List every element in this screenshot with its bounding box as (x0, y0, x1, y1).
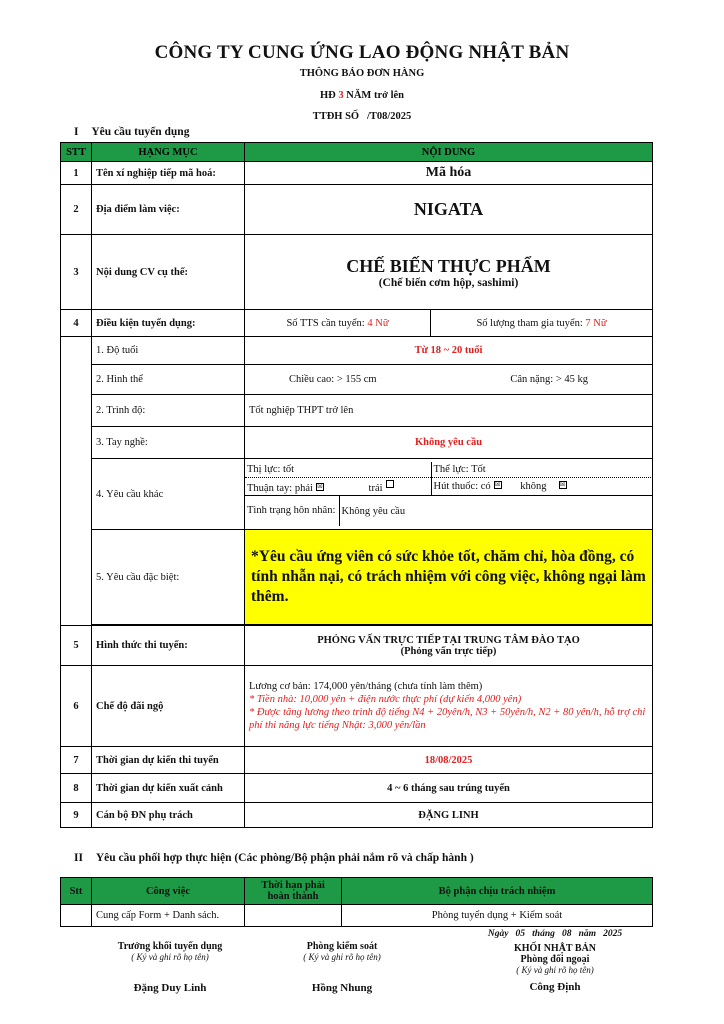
age-value: Từ 18 ~ 20 tuổi (245, 337, 653, 365)
raise-policy: * Được tăng lương theo trình độ tiếng N4 + 20yên/h, N3 + 50yên/h, N2 + 80 yên/h, hỗ trợ chi phí thi năng lực tiếng Nhật: 3,000 yên/lần (249, 707, 646, 731)
other-inner-table (245, 462, 653, 527)
handedness (245, 478, 431, 496)
coord-deadline (245, 905, 342, 927)
row-label: Địa điểm làm việc: (92, 185, 245, 235)
signature-subtitle: Phòng đối ngoại (520, 954, 590, 965)
smoke-no-checkbox-checked: ☒ (559, 482, 566, 489)
weight-value: Cân nặng: > 45 kg (510, 374, 588, 385)
participant-count (431, 310, 653, 337)
hand-left-label: trái (368, 482, 383, 494)
recruitment-table (60, 142, 653, 828)
table-row (61, 235, 653, 310)
base-salary: Lương cơ bản: 174,000 yên/tháng (chưa tính làm thêm) (249, 681, 483, 692)
housing-fee: * Tiền nhà: 10,000 yên + điện nước thực phí (dự kiến 4,000 yên) (249, 694, 522, 705)
tts-count-value: 4 Nữ (367, 317, 389, 329)
table-row (61, 459, 653, 530)
row-number: 5 (61, 626, 92, 666)
job-content (245, 235, 653, 310)
signature-note: ( Ký và ghi rõ họ tên) (303, 952, 381, 962)
tts-count-label: Số TTS cần tuyển: (286, 317, 365, 329)
row-number: 7 (61, 747, 92, 774)
row-number: 9 (61, 803, 92, 828)
signature-name: Đặng Duy Linh (133, 982, 207, 994)
vision-value: Thị lực: tốt (245, 462, 431, 478)
table-row (61, 310, 653, 337)
table-row (61, 626, 653, 666)
contract-prefix: HĐ (320, 90, 336, 101)
coord-header-dept: Bộ phận chịu trách nhiệm (342, 878, 653, 905)
row-number: 3 (61, 235, 92, 310)
table-row (61, 395, 653, 427)
contract-years: 3 (338, 90, 344, 101)
exam-format-title: PHỎNG VẤN TRỰC TIẾP TẠI TRUNG TÂM ĐÀO TẠO (317, 634, 580, 646)
coord-header-row (61, 878, 653, 905)
section-1-heading (74, 126, 189, 138)
fitness-value: Thể lực: Tốt (431, 462, 653, 478)
left-checkbox (386, 480, 394, 488)
row-label: Nội dung CV cụ thể: (92, 235, 245, 310)
company-code: Mã hóa (245, 162, 653, 185)
benefits (245, 666, 653, 747)
table-row (61, 365, 653, 395)
section-2-roman: II (74, 852, 83, 864)
exam-format (245, 626, 653, 666)
company-name: CÔNG TY CUNG ỨNG LAO ĐỘNG NHẬT BẢN (154, 42, 570, 63)
staff-in-charge: ĐẶNG LINH (245, 803, 653, 828)
table-row (61, 774, 653, 803)
coord-dept: Phòng tuyển dụng + Kiểm soát (342, 905, 653, 927)
other-label: 4. Yêu cầu khác (92, 459, 245, 530)
row-label: Tên xí nghiệp tiếp mã hoá: (92, 162, 245, 185)
row-label: Cán bộ ĐN phụ trách (92, 803, 245, 828)
departure-time: 4 ~ 6 tháng sau trúng tuyển (245, 774, 653, 803)
signature-title: Trưởng khối tuyển dụng (117, 941, 223, 952)
signature-note: ( Ký và ghi rõ họ tên) (516, 965, 594, 975)
age-label: 1. Độ tuổi (92, 337, 245, 365)
marital-row (245, 496, 653, 527)
signature-date: Ngày 05 tháng 08 năm 2025 (487, 929, 623, 939)
hand-right-label: Thuận tay: phải (247, 482, 313, 494)
education-label: 2. Trình độ: (92, 395, 245, 427)
order-number: TTĐH SỐ /T08/2025 (312, 111, 412, 122)
tts-count (245, 310, 431, 337)
signature-block-japan (475, 943, 635, 993)
table-row (61, 185, 653, 235)
row-label: Điều kiện tuyển dụng: (92, 310, 245, 337)
table-header-row (61, 143, 653, 162)
job-title: CHẾ BIẾN THỰC PHẨM (346, 255, 551, 276)
work-location: NIGATA (245, 185, 653, 235)
section-1-roman: I (74, 126, 79, 138)
height-value: Chiều cao: > 155 cm (289, 374, 377, 385)
body-label: 2. Hình thể (92, 365, 245, 395)
coordination-table (60, 877, 653, 927)
table-row (61, 162, 653, 185)
table-row (61, 337, 653, 365)
notice-title: THÔNG BÁO ĐƠN HÀNG (299, 68, 425, 79)
coord-header-deadline: Thời hạn phải hoàn thành (245, 878, 342, 905)
coord-task: Cung cấp Form + Danh sách. (92, 905, 245, 927)
signature-name: Công Định (529, 981, 581, 993)
header-item: HẠNG MỤC (92, 143, 245, 162)
signature-title: Phòng kiểm soát (306, 941, 378, 952)
row-number-empty (61, 337, 92, 626)
row-number: 1 (61, 162, 92, 185)
table-row (61, 747, 653, 774)
contract-suffix: NĂM trở lên (346, 90, 404, 101)
signature-block-control (262, 941, 422, 994)
participant-count-value: 7 Nữ (585, 317, 607, 329)
table-row (61, 666, 653, 747)
coord-header-stt: Stt (61, 878, 92, 905)
marital-value: Không yêu cầu (341, 505, 406, 517)
table-row (61, 803, 653, 828)
signature-title: KHỐI NHẬT BẢN (513, 943, 597, 954)
coord-header-task: Công việc (92, 878, 245, 905)
skill-value: Không yêu cầu (245, 427, 653, 459)
skill-label: 3. Tay nghề: (92, 427, 245, 459)
education-value: Tốt nghiệp THPT trở lên (245, 395, 653, 427)
row-number: 2 (61, 185, 92, 235)
other-requirements (245, 459, 653, 530)
row-label: Thời gian dự kiến thi tuyển (92, 747, 245, 774)
contract-term (0, 90, 724, 101)
header-stt: STT (61, 143, 92, 162)
section-2-title: Yêu cầu phối hợp thực hiện (Các phòng/Bộ phận phải nắm rõ và chấp hành ) (95, 852, 474, 864)
row-label: Thời gian dự kiến xuất cảnh (92, 774, 245, 803)
exam-date: 18/08/2025 (245, 747, 653, 774)
section-2-heading (74, 852, 474, 864)
section-1-title: Yêu cầu tuyển dụng (91, 126, 190, 138)
row-number: 8 (61, 774, 92, 803)
coord-stt (61, 905, 92, 927)
table-row (61, 905, 653, 927)
smoke-yes-label: Hút thuốc: có (433, 481, 491, 493)
row-number: 4 (61, 310, 92, 337)
special-label: 5. Yêu cầu đặc biệt: (92, 530, 245, 625)
row-number: 6 (61, 666, 92, 747)
job-detail: (Chế biến cơm hộp, sashimi) (378, 276, 519, 289)
marital-label: Tình trạng hôn nhân: (245, 496, 339, 526)
body-value (245, 365, 653, 395)
exam-format-detail: (Phỏng vấn trực tiếp) (400, 645, 497, 657)
special-requirement: *Yêu cầu ứng viên có sức khỏe tốt, chăm chỉ, hòa đồng, có tính nhẫn nại, có trách nhiệm với công việc, không ngại làm thêm. (245, 530, 653, 625)
table-row (61, 530, 653, 625)
smoke-no-label: không (520, 481, 547, 493)
header-content: NỘI DUNG (245, 143, 653, 162)
participant-count-label: Số lượng tham gia tuyển: (476, 317, 583, 329)
signature-block-recruitment (90, 941, 250, 994)
right-checkbox-checked: ☒ (317, 483, 323, 490)
signature-name: Hồng Nhung (311, 982, 373, 994)
signature-note: ( Ký và ghi rõ họ tên) (131, 952, 209, 962)
row-label: Hình thức thi tuyển: (92, 626, 245, 666)
row-label: Chế độ đãi ngộ (92, 666, 245, 747)
smoke-yes-checkbox-checked: ☒ (494, 482, 501, 489)
smoking (431, 478, 653, 496)
table-row (61, 427, 653, 459)
